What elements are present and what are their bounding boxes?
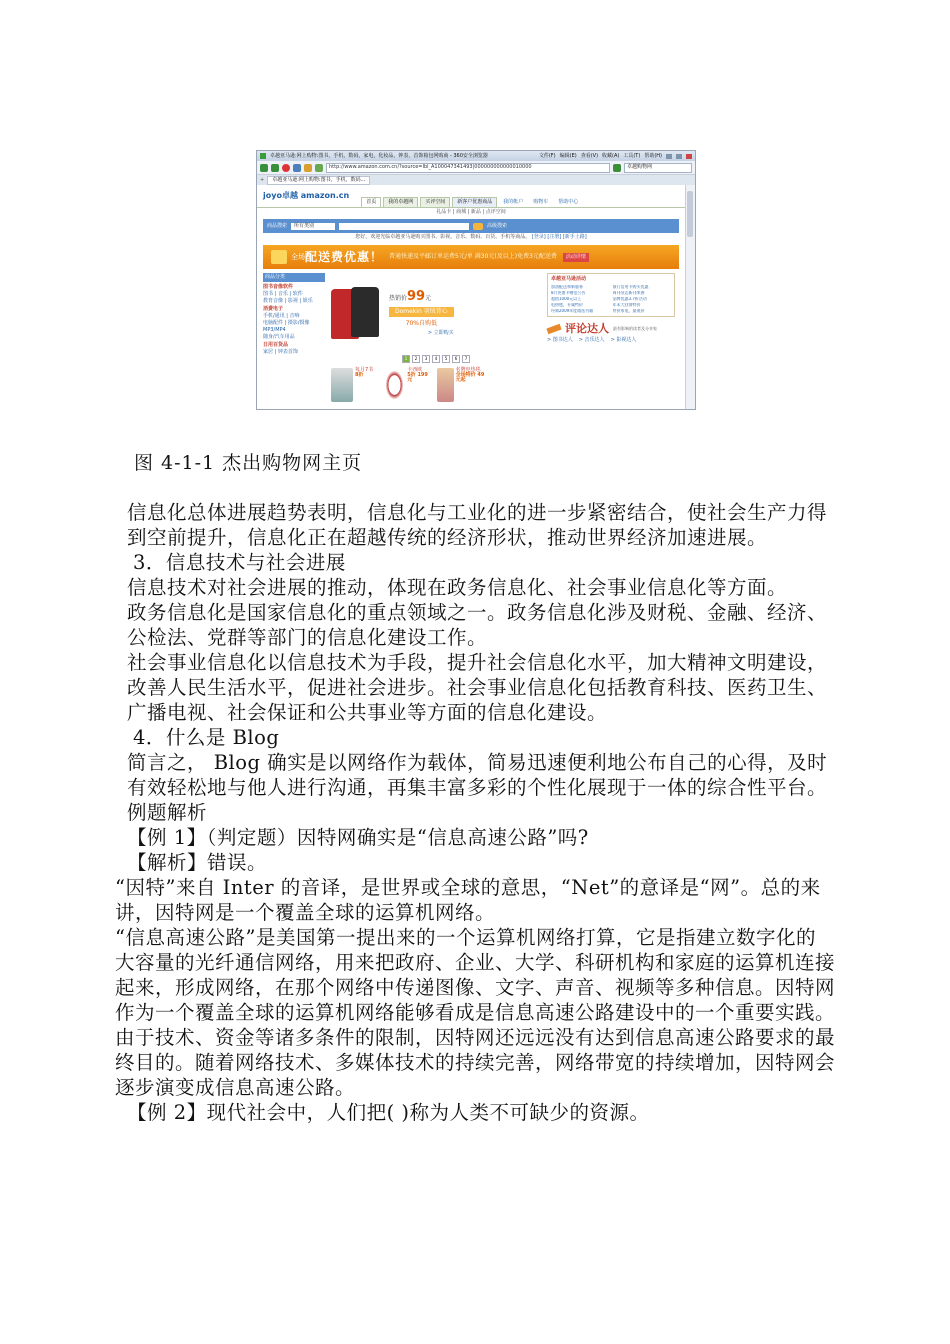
reviewer-banner[interactable] xyxy=(547,323,675,334)
pager-dot[interactable]: 7 xyxy=(462,355,470,363)
example-question: 【例 1】（判定题）因特网确实是“信息高速公路”吗? xyxy=(127,826,589,849)
menu-help[interactable]: 帮助(H) xyxy=(644,152,662,159)
new-tab-icon[interactable]: + xyxy=(260,176,265,183)
banner-details-button[interactable]: 活动详情 xyxy=(563,253,589,262)
category-item[interactable]: 图书 | 音乐 | 软件 xyxy=(263,291,303,297)
category-item[interactable]: 随身/汽车用品 xyxy=(263,334,295,340)
stop-icon[interactable] xyxy=(282,164,290,172)
activity-item[interactable]: 特价家电，最低价 xyxy=(612,309,645,313)
scrollbar-thumb[interactable] xyxy=(687,191,693,237)
nav-tab-home[interactable]: 首页 xyxy=(361,197,381,207)
nav-link-help[interactable]: 帮助中心 xyxy=(558,199,579,205)
category-header: 商品分类 xyxy=(263,273,325,282)
reviewer-link[interactable]: > 音乐达人 xyxy=(578,337,605,343)
activity-item[interactable]: 年末大回馈特价 xyxy=(612,303,641,307)
hero-price-unit: 元 xyxy=(425,295,432,302)
address-bar[interactable] xyxy=(326,163,610,173)
site-search-bar xyxy=(263,219,679,233)
category-item[interactable]: 家居 | 钟表首饰 xyxy=(263,349,298,355)
address-text: http://www.amazon.com.cn/?source=Ibl_A100047341493|000000000000010000 xyxy=(329,164,532,170)
activity-item[interactable]: 经典2009年度精选书籍 xyxy=(551,309,594,313)
banner-title: 配送费优惠！ xyxy=(305,250,384,264)
category-item[interactable]: 手机/通讯 | 音响 xyxy=(263,313,300,319)
browser-toolbar xyxy=(257,161,695,175)
thumb-books[interactable] xyxy=(331,368,379,406)
thumb-label: 名牌电热毯 xyxy=(455,367,481,373)
favorites-icon[interactable] xyxy=(315,164,323,172)
thumb-price: 8折 xyxy=(355,372,364,378)
hero-price-line xyxy=(389,290,454,303)
site-subnav[interactable]: 礼品卡 | 商城 | 新品 | 点评空间 xyxy=(257,207,685,219)
banner-prefix: 全场 xyxy=(291,252,305,261)
activity-item[interactable]: 品牌优惠3.7折活动 xyxy=(612,297,647,301)
hero-text xyxy=(389,290,454,336)
activity-item[interactable]: 周刊杂志新刊来袭 xyxy=(612,291,645,295)
truck-icon xyxy=(271,250,287,264)
thumb-price: 全场特价 49元起 xyxy=(455,372,485,383)
example-question: 【例 2】现代社会中，人们把( )称为人类不可缺少的资源。 xyxy=(127,1101,650,1124)
reviewer-links xyxy=(547,338,675,343)
watch-image xyxy=(384,368,405,402)
carousel-pager xyxy=(331,355,541,363)
pager-dot[interactable]: 5 xyxy=(442,355,450,363)
activity-list xyxy=(551,285,671,313)
category-item[interactable]: MP3/MP4 xyxy=(263,327,286,333)
web-page xyxy=(257,185,685,409)
activity-item[interactable]: 8月充值卡赠送公告 xyxy=(551,291,586,295)
back-icon[interactable] xyxy=(260,164,268,172)
activity-item[interactable]: 加油配送和新服务 xyxy=(551,285,583,289)
category-title[interactable]: 日用百货品 xyxy=(263,342,289,348)
browser-logo-icon xyxy=(260,153,266,159)
window-title: 卓越亚马逊:网上购物:图书，手机，数码，家电，化妆品，钟表，首饰箱包网购商 - 360安全浏览器 xyxy=(270,152,488,159)
activity-item[interactable]: 电热毯，专属特价 xyxy=(551,303,583,307)
welcome-links[interactable]: [登录] [注册] [新手上路] xyxy=(531,234,587,240)
paragraph: 信息技术对社会进展的推动，体现在政务信息化、社会事业信息化等方面。 xyxy=(127,576,788,599)
section-heading: 例题解析 xyxy=(127,801,208,824)
paragraph: 政务信息化是国家信息化的重点领域之一。政务信息化涉及财税、金融、经济、公检法、党群等部门的信息化建设工作。 xyxy=(127,601,828,649)
forward-icon[interactable] xyxy=(271,164,279,172)
category-item[interactable]: 教育音像 | 影视 | 娱乐 xyxy=(263,298,313,304)
figure-caption: 图 4-1-1 杰出购物网主页 xyxy=(134,452,363,474)
site-search-button[interactable] xyxy=(473,223,483,230)
content-columns xyxy=(263,273,679,406)
minimize-icon[interactable] xyxy=(666,154,672,159)
hero-hot-label: 热销价 xyxy=(389,295,408,302)
site-header xyxy=(257,185,685,207)
category-title[interactable]: 消费电子 xyxy=(263,306,284,312)
site-logo[interactable]: joyo卓越 amazon.cn xyxy=(263,191,350,200)
activity-item[interactable]: 银行信用卡购买优惠 xyxy=(612,285,649,289)
hero-discount: 70%自购低 xyxy=(405,320,438,327)
maximize-icon[interactable] xyxy=(676,154,682,159)
welcome-bar xyxy=(257,233,685,245)
reviewer-link[interactable]: > 影视达人 xyxy=(610,337,637,343)
browser-search-text: 卓越购物网 xyxy=(627,164,653,170)
pager-dot[interactable]: 1 xyxy=(402,355,410,363)
site-search-category[interactable]: 所有类别 xyxy=(291,223,335,230)
browser-search-box[interactable] xyxy=(624,163,692,173)
browser-titlebar xyxy=(257,151,695,161)
paragraph: 社会事业信息化以信息技术为手段，提升社会信息化水平，加大精神文明建设，改善人民生活水平，促进社会进步。社会事业信息化包括教育科技、医药卫生、广播电视、社会保证和公共事业等方面的信息化建设。 xyxy=(127,651,828,724)
home-icon[interactable] xyxy=(304,164,312,172)
pager-dot[interactable]: 2 xyxy=(412,355,420,363)
go-icon[interactable] xyxy=(613,164,621,172)
nav-link-account[interactable]: 我的帐户 xyxy=(503,199,524,205)
welcome-text: 您好，欢迎光临卓越亚马逊购买图书、影视、音乐、数码、百货、手机等商品。 xyxy=(355,234,531,240)
reviewer-subtitle: 最有影响的读者及分享家 xyxy=(613,325,657,331)
nav-tab-review[interactable]: 买评空间 xyxy=(420,197,450,207)
pencil-icon xyxy=(546,323,561,333)
paragraph: “因特”来自 Inter 的音译，是世界或全球的意思，“Net”的意译是“网”。总的来讲，因特网是一个覆盖全球的运算机网络。 xyxy=(115,876,821,924)
featured-area xyxy=(331,273,541,406)
thumb-watch[interactable] xyxy=(384,368,432,406)
example-answer: 【解析】错误。 xyxy=(127,851,268,874)
pager-dot[interactable]: 3 xyxy=(422,355,430,363)
document-body xyxy=(115,500,835,1125)
activity-item[interactable]: 超值1000元以上 xyxy=(551,297,582,301)
paragraph: 简言之， Blog 确实是以网络作为载体，简易迅速便利地公布自己的心得，及时有效轻松地与他人进行沟通，再集丰富多彩的个性化展现于一体的综合性平台。 xyxy=(127,751,828,799)
page-scrollbar[interactable] xyxy=(685,185,695,409)
hero-price: 99 xyxy=(407,289,426,304)
thumb-label: 卡西欧 xyxy=(407,367,423,373)
section-heading: 4．什么是 Blog xyxy=(133,726,280,749)
site-search-label: 商品搜索 xyxy=(267,222,288,229)
activity-header: 卓越亚马逊活动 xyxy=(551,276,587,282)
category-sidebar xyxy=(263,273,325,406)
reviewer-link[interactable]: > 图书达人 xyxy=(547,337,573,343)
thumb-blanket[interactable] xyxy=(437,368,485,406)
menu-tools[interactable]: 工具(T) xyxy=(623,152,641,159)
category-item[interactable]: 电脑配件 | 摄影/摄像 xyxy=(263,320,310,326)
menu-file[interactable]: 文件(F) xyxy=(538,152,556,159)
refresh-icon[interactable] xyxy=(293,164,301,172)
paragraph: 信息化总体进展趋势表明，信息化与工业化的进一步紧密结合，使社会生产力得到空前提升，信息化正在超越传统的经济形状，推动世界经济加速进展。 xyxy=(127,501,828,549)
blanket-image xyxy=(437,368,454,402)
nav-link-cart[interactable]: 购物车 xyxy=(533,199,549,205)
hero-promo[interactable] xyxy=(331,273,541,353)
menu-edit[interactable]: 编辑(E) xyxy=(559,152,577,159)
nav-tab-my-joyo[interactable]: 我的卓越网 xyxy=(383,197,418,207)
close-icon[interactable] xyxy=(686,154,692,159)
browser-screenshot xyxy=(256,150,696,410)
menu-favorites[interactable]: 收藏(A) xyxy=(602,152,620,159)
site-search-input[interactable] xyxy=(339,223,469,230)
banner-subtitle: 普通快递及平邮订单运费5元/单 满30元(及以上)免费3元配送费 xyxy=(389,253,557,260)
pager-dot[interactable]: 6 xyxy=(452,355,460,363)
promo-banner[interactable] xyxy=(263,245,679,269)
menu-view[interactable]: 查看(V) xyxy=(580,152,599,159)
category-title[interactable]: 图书音像软件 xyxy=(263,284,294,290)
site-advanced-search[interactable]: 高级搜索 xyxy=(487,222,508,229)
right-sidebar xyxy=(547,273,675,406)
reviewer-title: 评论达人 xyxy=(565,322,609,335)
thumb-promos xyxy=(331,368,541,406)
tab-amazon[interactable]: 卓越亚马逊:网上购物:图书，手机，数码... xyxy=(267,176,370,185)
pager-dot[interactable]: 4 xyxy=(432,355,440,363)
book-stack-image xyxy=(331,368,353,402)
paragraph: “信息高速公路”是美国第一提出来的一个运算机网络打算，它是指建立数字化的大容量的光纤通信网络，用来把政府、企业、大学、科研机构和家庭的运算机连接起来，形成网络，在那个网络中传递图像、文字、声音、视频等多种信息。因特网作为一个覆盖全球的运算机网络能够看成是信息高速公路建设中的一个重要实践。由于技术、资金等诸多条件的限制，因特网还远远没有达到信息高速公路要求的最终目的。随着网络技术、多媒体技术的持续完善，网络带宽的持续增加，因特网会逐步演变成信息高速公路。 xyxy=(115,926,836,1099)
menu-bar xyxy=(539,154,692,159)
activity-box xyxy=(547,273,675,317)
hero-product-pill: Domekin 羽绒背心 xyxy=(389,307,454,317)
thumb-price: 5折 199元 xyxy=(407,372,428,383)
hero-buy-link[interactable]: > 立即购买 xyxy=(427,330,454,336)
vest-product-image xyxy=(331,283,381,343)
section-heading: 3．信息技术与社会进展 xyxy=(133,551,346,574)
thumb-label: 每月7书 xyxy=(355,367,374,373)
nav-tab-new-customer[interactable]: 新客户优惠商品 xyxy=(452,197,497,207)
